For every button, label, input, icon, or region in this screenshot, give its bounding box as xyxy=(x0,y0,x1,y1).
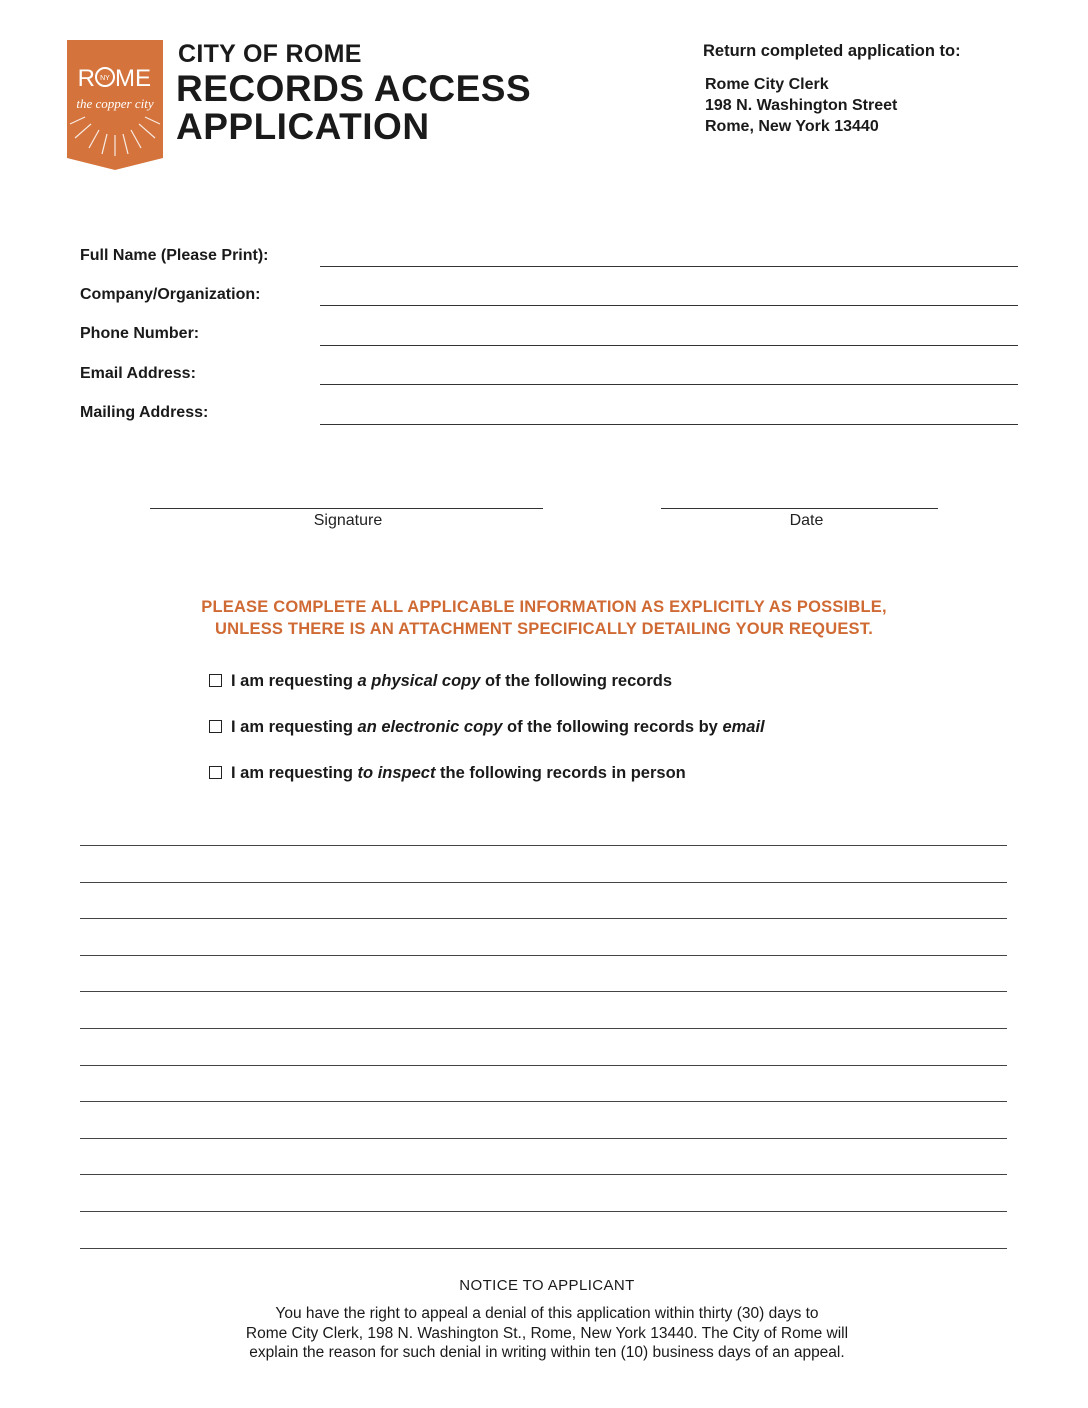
option-emphasis: a physical copy xyxy=(357,672,481,690)
return-address xyxy=(705,74,897,137)
option-electronic-copy[interactable] xyxy=(209,718,765,737)
records-description-line[interactable] xyxy=(80,955,1007,956)
company-field[interactable] xyxy=(320,305,1018,306)
records-description-line[interactable] xyxy=(80,1028,1007,1029)
checkbox[interactable] xyxy=(209,674,222,687)
option-text: I am requesting xyxy=(231,672,358,690)
signature-label: Signature xyxy=(313,512,383,529)
option-inspect[interactable] xyxy=(209,764,686,783)
notice-line: Rome City Clerk, 198 N. Washington St., Rome, New York 13440. The City of Rome will xyxy=(245,1324,849,1342)
notice-line: You have the right to appeal a denial of this application within thirty (30) days to xyxy=(275,1305,819,1322)
full-name-label: Full Name (Please Print): xyxy=(80,247,269,264)
records-description-line[interactable] xyxy=(80,1248,1007,1249)
option-emphasis: email xyxy=(722,718,765,736)
instructions xyxy=(0,597,1088,640)
records-description-line[interactable] xyxy=(80,1138,1007,1139)
option-text: of the following records by xyxy=(502,718,723,736)
notice-text xyxy=(0,1304,1088,1363)
notice-line: explain the reason for such denial in writing within ten (10) business days of an appeal. xyxy=(249,1344,845,1361)
notice-heading: NOTICE TO APPLICANT xyxy=(459,1277,635,1294)
org-name: CITY OF ROME xyxy=(178,40,362,68)
page-title xyxy=(176,70,531,146)
instructions-line: UNLESS THERE IS AN ATTACHMENT SPECIFICALLY DETAILING YOUR REQUEST. xyxy=(215,619,873,638)
records-description-line[interactable] xyxy=(80,845,1007,846)
instructions-line: PLEASE COMPLETE ALL APPLICABLE INFORMATION AS EXPLICITLY AS POSSIBLE, xyxy=(201,598,887,616)
records-description-line[interactable] xyxy=(80,918,1007,919)
records-description-line[interactable] xyxy=(80,991,1007,992)
title-line-2: APPLICATION xyxy=(176,106,430,147)
option-emphasis: an electronic copy xyxy=(357,718,503,736)
option-text: I am requesting xyxy=(231,764,358,782)
phone-label: Phone Number: xyxy=(80,325,200,342)
checkbox[interactable] xyxy=(209,720,222,733)
address-line: 198 N. Washington Street xyxy=(705,97,898,114)
mailing-address-field[interactable] xyxy=(320,424,1018,425)
signature-field[interactable] xyxy=(150,508,543,509)
option-emphasis: to inspect xyxy=(357,764,436,782)
date-label: Date xyxy=(789,512,824,529)
svg-text:R: R xyxy=(77,65,95,92)
option-text: the following records in person xyxy=(435,764,686,782)
city-of-rome-logo xyxy=(67,40,163,170)
address-line: Rome, New York 13440 xyxy=(705,118,879,135)
company-label: Company/Organization: xyxy=(80,286,261,303)
svg-text:the copper city: the copper city xyxy=(76,96,154,111)
records-description-line[interactable] xyxy=(80,1101,1007,1102)
records-description-line[interactable] xyxy=(80,1211,1007,1212)
svg-text:NY: NY xyxy=(100,75,110,82)
mailing-address-label: Mailing Address: xyxy=(80,404,209,421)
email-label: Email Address: xyxy=(80,365,196,382)
records-description-line[interactable] xyxy=(80,1174,1007,1175)
option-text: of the following records xyxy=(480,672,673,690)
date-field[interactable] xyxy=(661,508,938,509)
title-line-1: RECORDS ACCESS xyxy=(176,68,532,109)
email-field[interactable] xyxy=(320,384,1018,385)
full-name-field[interactable] xyxy=(320,266,1018,267)
phone-field[interactable] xyxy=(320,345,1018,346)
option-text: I am requesting xyxy=(231,718,358,736)
records-description-line[interactable] xyxy=(80,882,1007,883)
svg-text:ME: ME xyxy=(115,65,151,92)
address-line: Rome City Clerk xyxy=(705,76,829,93)
return-heading: Return completed application to: xyxy=(703,42,961,60)
records-description-line[interactable] xyxy=(80,1065,1007,1066)
checkbox[interactable] xyxy=(209,766,222,779)
option-physical-copy[interactable] xyxy=(209,672,672,691)
